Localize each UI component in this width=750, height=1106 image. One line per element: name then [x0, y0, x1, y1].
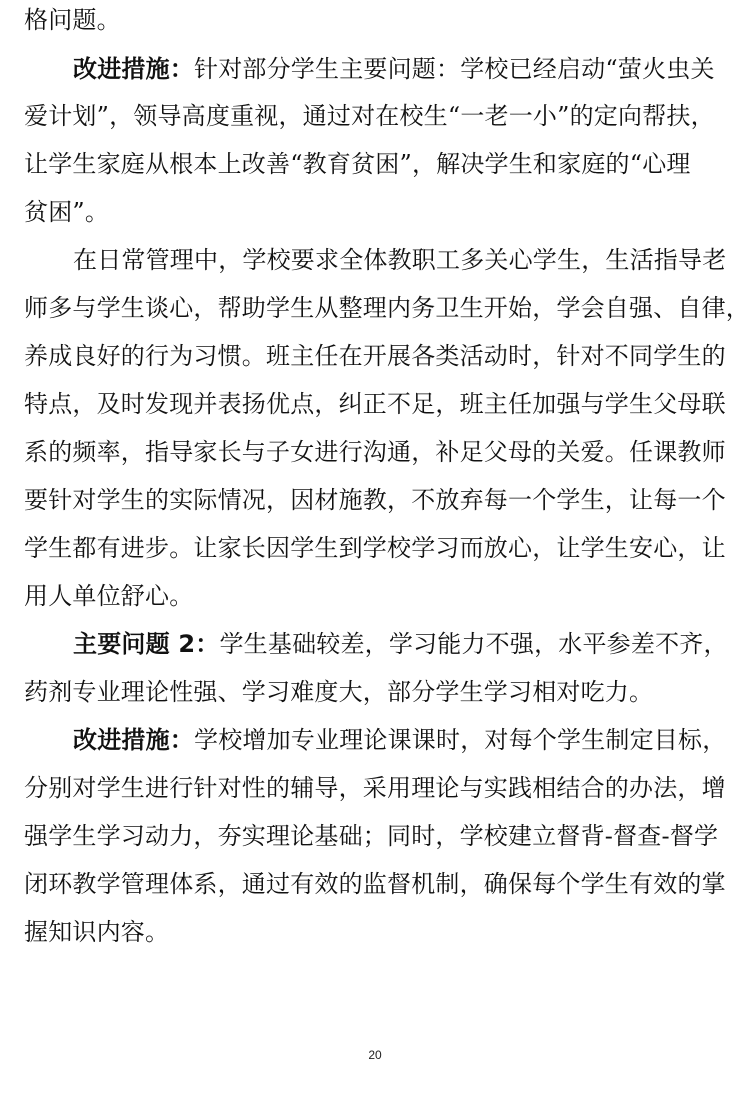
line-text: 爱计划”，领导高度重视，通过对在校生“一老一小”的定向帮扶， — [24, 102, 715, 130]
section-lead-improvement: 改进措施： — [73, 55, 194, 83]
page-number: 20 — [368, 1048, 382, 1062]
text-line — [24, 0, 121, 40]
text-line — [24, 576, 193, 616]
line-text: 握知识内容。 — [24, 918, 170, 946]
text-line — [24, 912, 169, 952]
text-line — [73, 240, 726, 280]
line-text: 养成良好的行为习惯。班主任在开展各类活动时，针对不同学生的 — [24, 342, 726, 370]
line-text: 用人单位舒心。 — [24, 582, 194, 610]
line-text: 格问题。 — [24, 6, 121, 34]
line-text: 针对部分学生主要问题：学校已经启动“萤火虫关 — [194, 55, 715, 83]
line-text: 贫困”。 — [24, 198, 110, 226]
line-text: 在日常管理中，学校要求全体教职工多关心学生，生活指导老 — [73, 246, 727, 274]
line-text: 闭环教学管理体系，通过有效的监督机制，确保每个学生有效的掌 — [24, 870, 726, 898]
text-line — [24, 192, 109, 232]
text-line — [24, 480, 726, 520]
text-line — [24, 288, 750, 328]
text-line — [24, 528, 726, 568]
text-line — [24, 816, 718, 856]
text-line — [24, 384, 726, 424]
text-line — [24, 336, 726, 376]
line-text: 师多与学生谈心，帮助学生从整理内务卫生开始，学会自强、自律， — [24, 294, 750, 322]
line-text: 学生基础较差，学习能力不强，水平参差不齐， — [219, 630, 728, 658]
line-text: 学生都有进步。让家长因学生到学校学习而放心，让学生安心，让 — [24, 534, 726, 562]
section-lead-main-problem: 主要问题 2： — [73, 630, 220, 658]
text-line — [24, 144, 691, 184]
text-line — [24, 432, 726, 472]
text-line — [24, 768, 726, 808]
line-text: 分别对学生进行针对性的辅导，采用理论与实践相结合的办法，增 — [24, 774, 726, 802]
text-line — [24, 96, 715, 136]
line-text: 让学生家庭从根本上改善“教育贫困”，解决学生和家庭的“心理 — [24, 150, 691, 178]
text-line — [73, 49, 715, 89]
line-text: 系的频率，指导家长与子女进行沟通，补足父母的关爱。任课教师 — [24, 438, 726, 466]
text-line — [24, 864, 726, 904]
text-line — [24, 672, 653, 712]
text-line — [73, 720, 726, 760]
section-lead-improvement: 改进措施： — [73, 726, 194, 754]
line-text: 要针对学生的实际情况，因材施教，不放弃每一个学生，让每一个 — [24, 486, 726, 514]
line-text: 药剂专业理论性强、学习难度大，部分学生学习相对吃力。 — [24, 678, 654, 706]
text-line — [73, 624, 728, 664]
line-text: 强学生学习动力，夯实理论基础；同时，学校建立督背-督查-督学 — [24, 822, 719, 850]
line-text: 特点，及时发现并表扬优点，纠正不足，班主任加强与学生父母联 — [24, 390, 726, 418]
line-text: 学校增加专业理论课课时，对每个学生制定目标， — [194, 726, 727, 754]
